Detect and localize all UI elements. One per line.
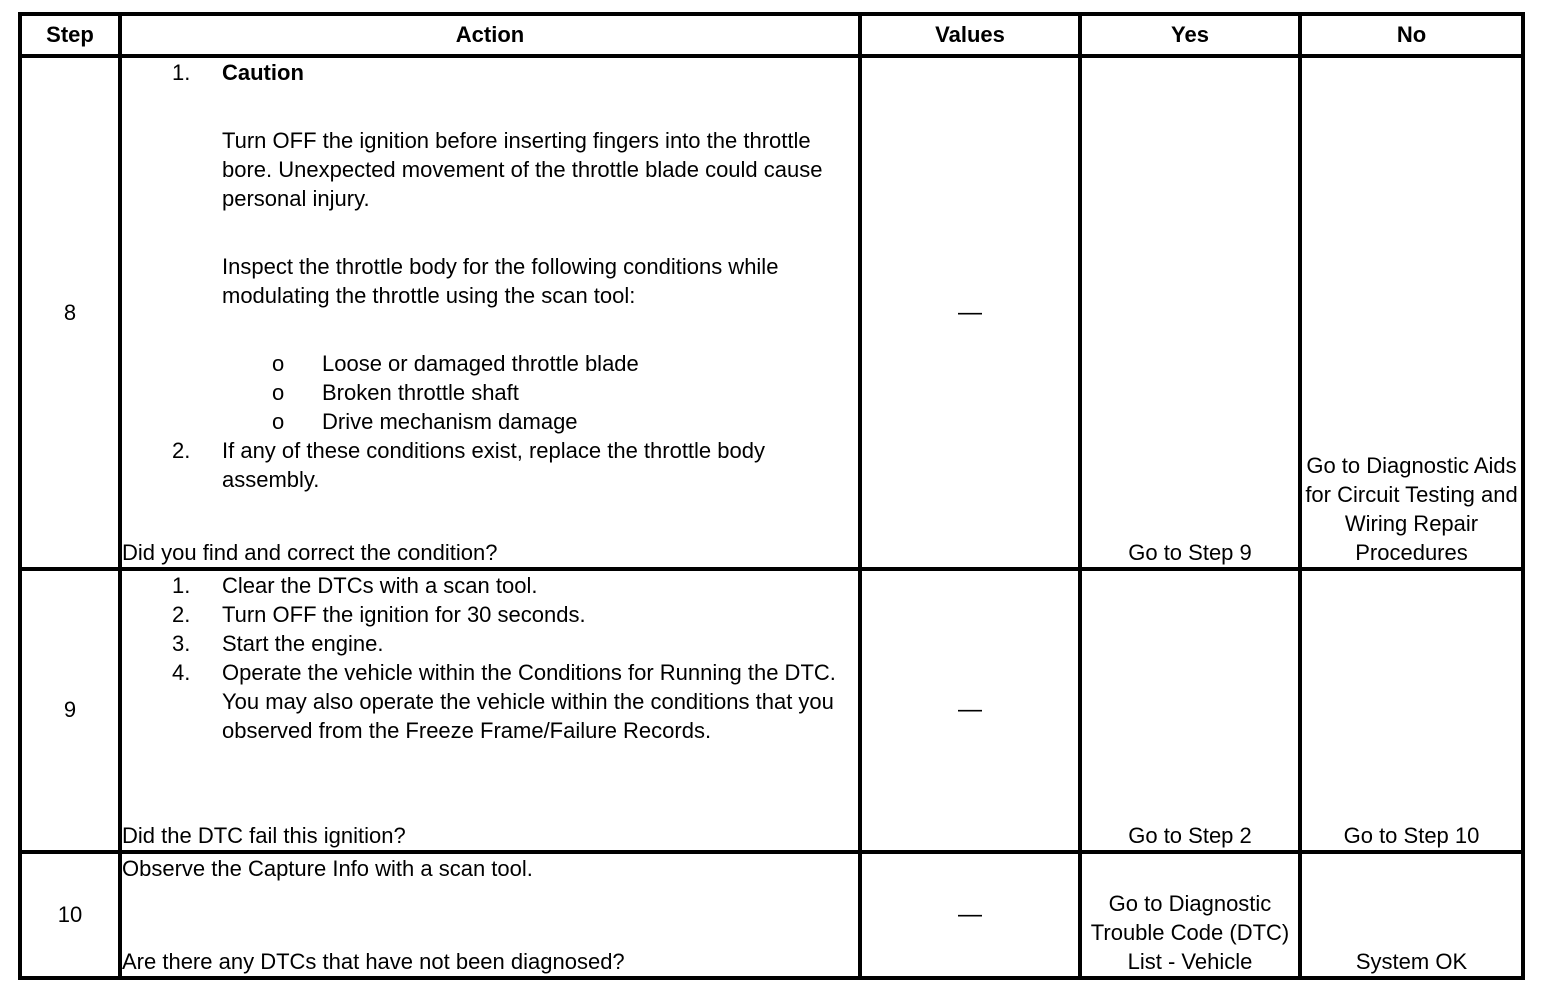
- values-cell: —: [860, 56, 1080, 569]
- condition-item: [122, 349, 858, 378]
- table-row-step-9: [20, 569, 1523, 852]
- inspect-text: Inspect the throttle body for the following conditions while modulating the throttle using the scan tool:: [222, 254, 779, 308]
- condition-text: Loose or damaged throttle blade: [322, 351, 639, 376]
- condition-text: Broken throttle shaft: [322, 380, 519, 405]
- item-text: Operate the vehicle within the Conditions for Running the DTC. You may also operate the vehicle within the conditions that you observed from the Freeze Frame/Failure Records.: [222, 660, 836, 744]
- step-number: 10: [20, 852, 120, 978]
- list-item: [122, 658, 858, 745]
- bullet-marker: o: [272, 409, 285, 434]
- yes-cell: Go to Step 9: [1080, 56, 1300, 569]
- condition-item: [122, 378, 858, 407]
- no-cell: Go to Diagnostic Aids for Circuit Testing and Wiring Repair Procedures: [1300, 56, 1523, 569]
- list-item: [122, 571, 858, 600]
- question-text: Did you find and correct the condition?: [122, 540, 498, 566]
- yes-cell: Go to Step 2: [1080, 569, 1300, 852]
- action-cell: [120, 569, 860, 852]
- list-item: [122, 58, 858, 87]
- item-text: Clear the DTCs with a scan tool.: [222, 573, 538, 599]
- step-number: 9: [20, 569, 120, 852]
- bullet-marker: o: [272, 351, 285, 376]
- caution-text: Turn OFF the ignition before inserting fingers into the throttle bore. Unexpected movement of the throttle blade could cause personal injury.: [222, 128, 823, 211]
- diagnostic-table: [18, 12, 1525, 980]
- header-yes: Yes: [1080, 14, 1300, 56]
- header-no: No: [1300, 14, 1523, 56]
- step-number: 8: [20, 56, 120, 569]
- action-cell: [120, 56, 860, 569]
- item-text: Turn OFF the ignition for 30 seconds.: [222, 602, 586, 628]
- item-number: 2.: [172, 602, 191, 628]
- no-cell: Go to Step 10: [1300, 569, 1523, 852]
- list-item: [122, 436, 858, 494]
- values-cell: —: [860, 852, 1080, 978]
- header-values: Values: [860, 14, 1080, 56]
- header-action: Action: [120, 14, 860, 56]
- item-text: If any of these conditions exist, replace the throttle body assembly.: [222, 438, 765, 492]
- no-cell: System OK: [1300, 852, 1523, 978]
- instruction-text: Observe the Capture Info with a scan tool.: [122, 855, 533, 881]
- list-item: [122, 629, 858, 658]
- question-text: Did the DTC fail this ignition?: [122, 822, 406, 848]
- yes-cell: Go to Diagnostic Trouble Code (DTC) List - Vehicle: [1080, 852, 1300, 978]
- values-cell: —: [860, 569, 1080, 852]
- table-row-step-8: [20, 56, 1523, 569]
- condition-text: Drive mechanism damage: [322, 409, 578, 434]
- list-item: [122, 600, 858, 629]
- item-number: 3.: [172, 631, 191, 657]
- caution-title: Caution: [222, 60, 304, 85]
- bullet-marker: o: [272, 380, 285, 405]
- header-row: [20, 14, 1523, 56]
- item-number: 1.: [172, 573, 191, 599]
- header-step: Step: [20, 14, 120, 56]
- question-text: Are there any DTCs that have not been diagnosed?: [122, 949, 625, 974]
- condition-item: [122, 407, 858, 436]
- item-number: 4.: [172, 660, 191, 686]
- item-number: 2.: [172, 438, 191, 463]
- item-text: Start the engine.: [222, 631, 384, 657]
- table-row-step-10: [20, 852, 1523, 978]
- action-cell: [120, 852, 860, 978]
- item-number: 1.: [172, 60, 191, 85]
